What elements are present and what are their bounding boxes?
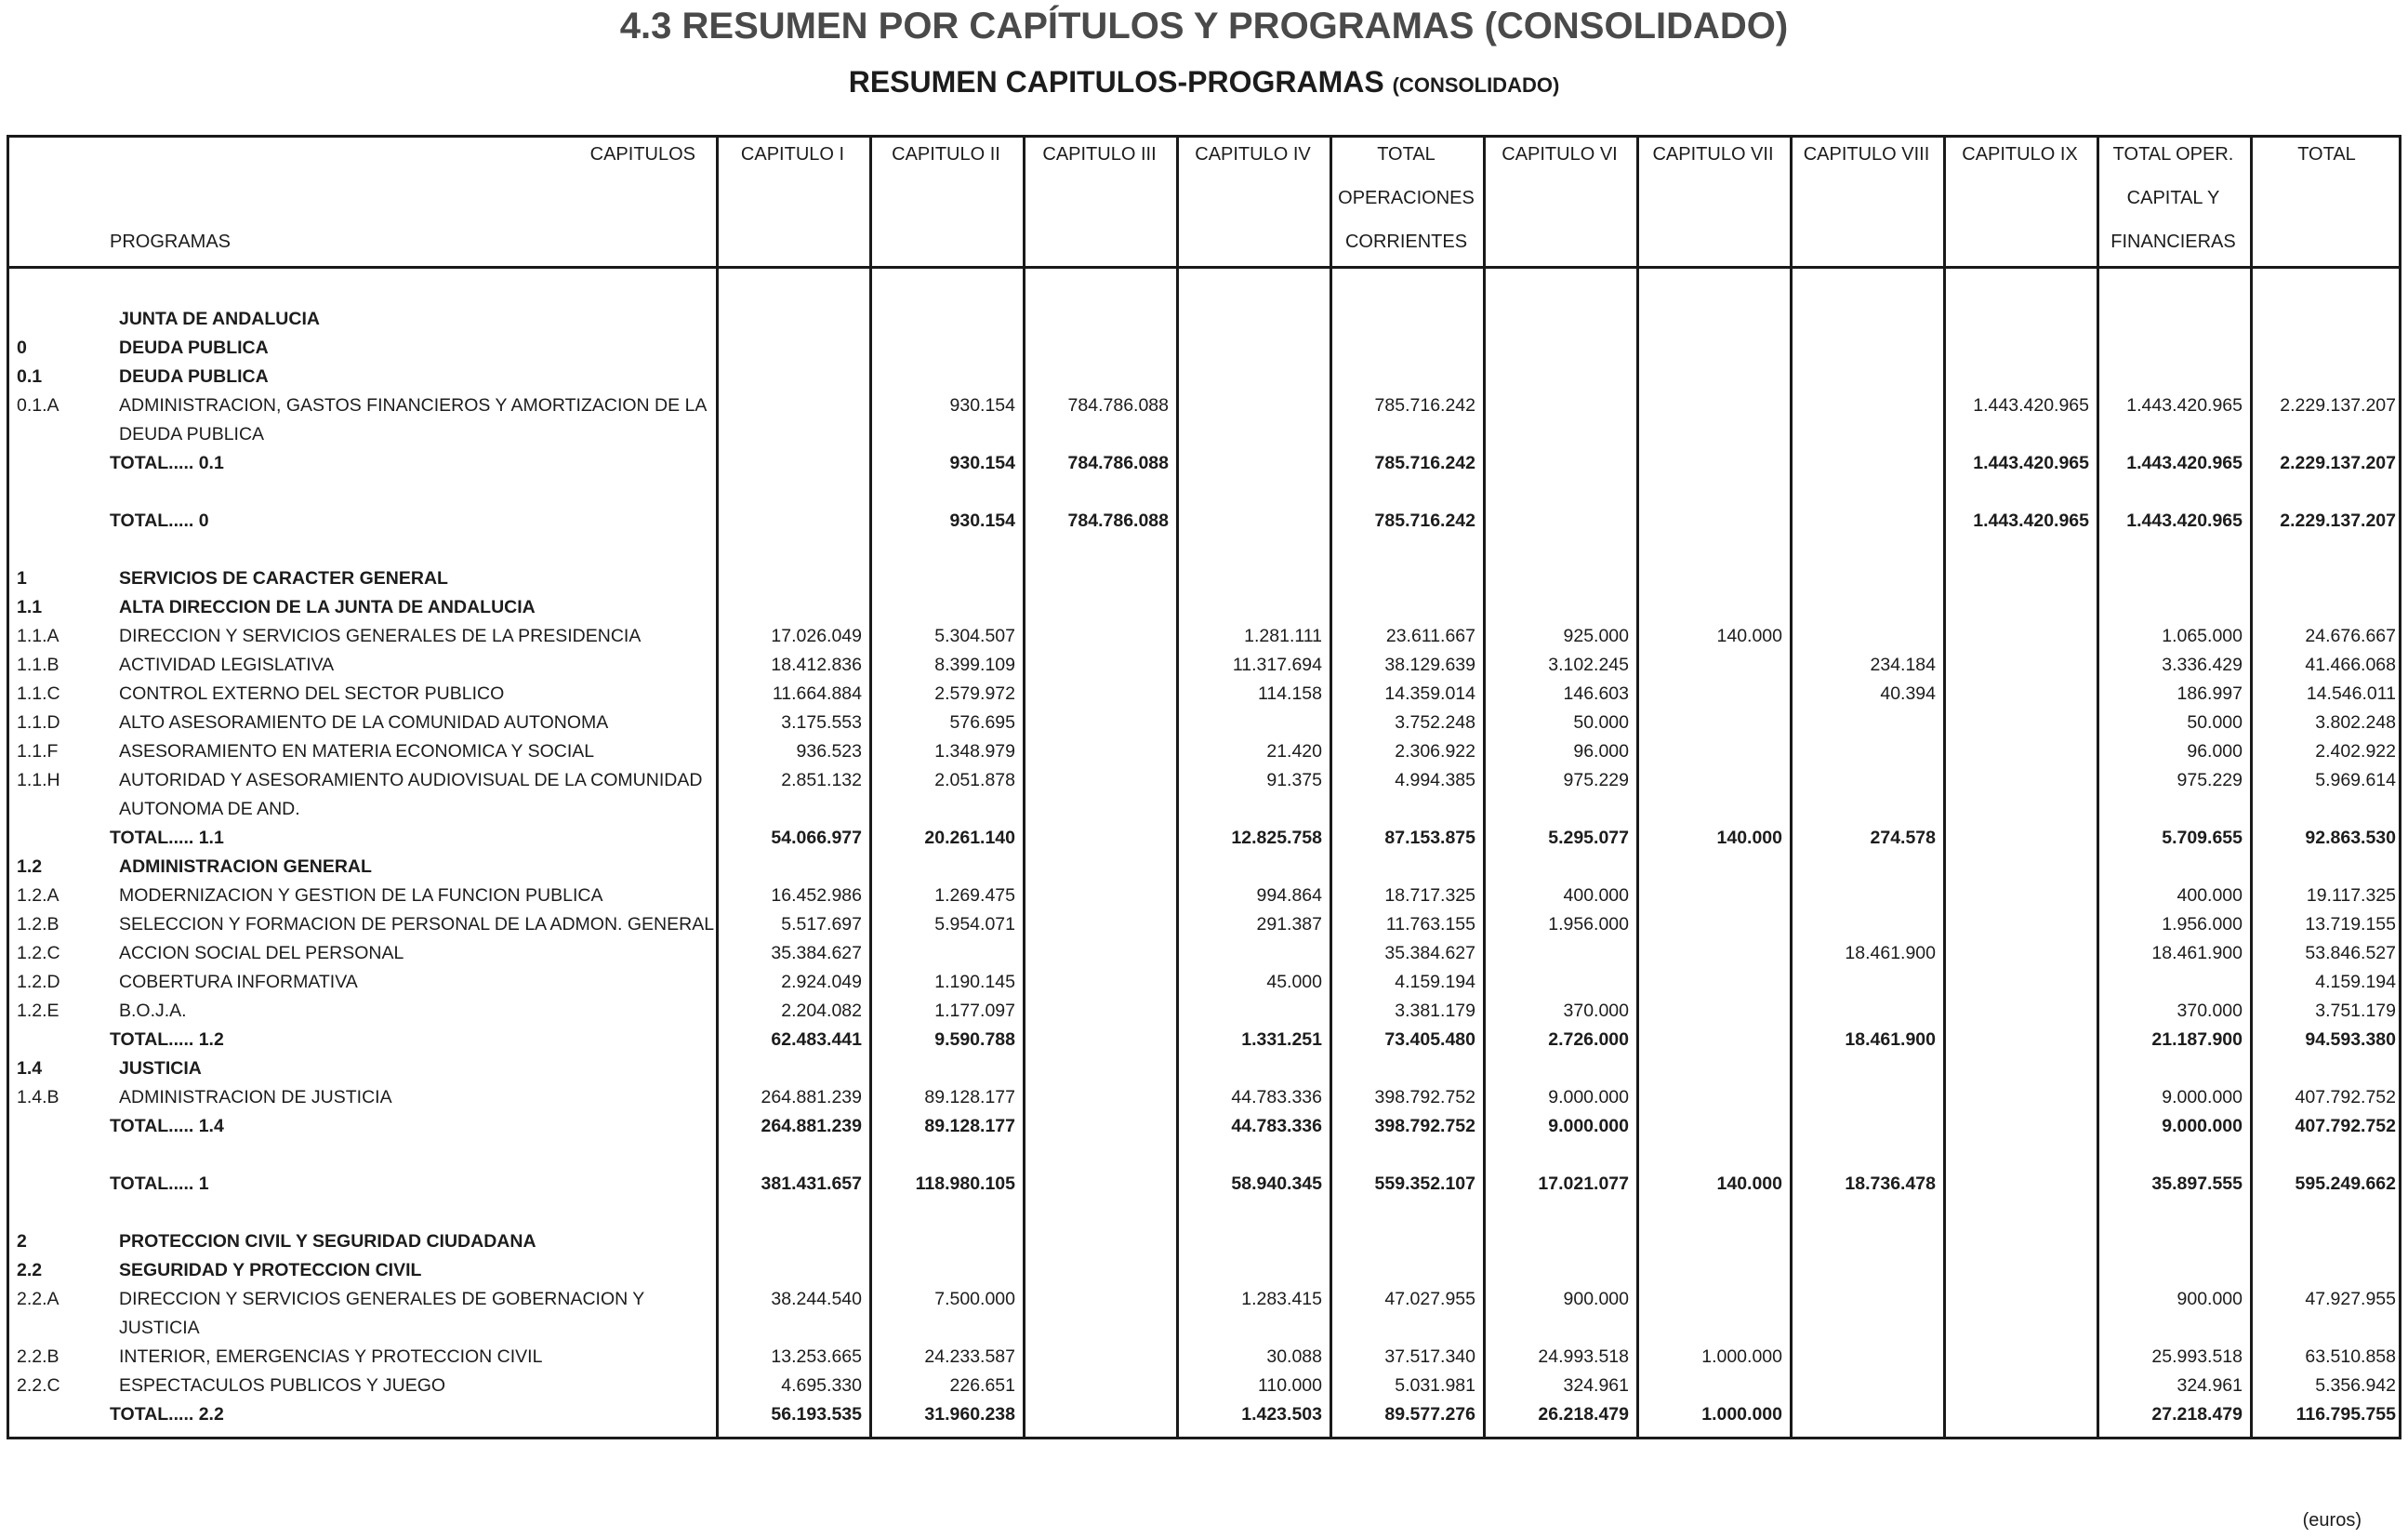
amount-cell: 21.420: [1266, 741, 1322, 762]
column-header: FINANCIERAS: [2110, 232, 2236, 252]
column-header: CAPITULO VI: [1502, 144, 1618, 165]
program-description: DEUDA PUBLICA: [119, 338, 269, 358]
table-row: [0, 1083, 2408, 1112]
total-row: [0, 824, 2408, 853]
program-code: 1.4.B: [17, 1087, 60, 1107]
amount-cell: 18.717.325: [1384, 885, 1475, 906]
amount-cell: 23.611.667: [1385, 626, 1475, 646]
amount-cell: 96.000: [2187, 741, 2243, 762]
table-row: [0, 1054, 2408, 1083]
amount-cell: 35.384.627: [771, 943, 862, 963]
column-header: CAPITULO IX: [1962, 144, 2078, 165]
program-description: COBERTURA INFORMATIVA: [119, 972, 358, 992]
amount-cell: 50.000: [1573, 712, 1629, 733]
amount-cell: 18.461.900: [1845, 943, 1936, 963]
program-code: 2.2.C: [17, 1375, 60, 1396]
amount-cell: 1.443.420.965: [2126, 395, 2243, 416]
amount-cell: 930.154: [949, 510, 1015, 531]
amount-cell: 8.399.109: [934, 655, 1015, 675]
amount-cell: 595.249.662: [2295, 1173, 2396, 1194]
amount-cell: 930.154: [949, 395, 1015, 416]
amount-cell: 1.283.415: [1241, 1289, 1322, 1309]
amount-cell: 116.795.755: [2296, 1404, 2396, 1425]
amount-cell: 41.466.068: [2305, 655, 2396, 675]
amount-cell: 91.375: [1266, 770, 1322, 790]
amount-cell: 56.193.535: [771, 1404, 862, 1425]
program-code: 1.1.B: [17, 655, 60, 675]
program-description: AUTORIDAD Y ASESORAMIENTO AUDIOVISUAL DE LA COMUNIDAD: [119, 770, 703, 790]
amount-cell: 89.128.177: [924, 1116, 1015, 1136]
amount-cell: 1.177.097: [934, 1001, 1015, 1021]
amount-cell: 35.384.627: [1384, 943, 1475, 963]
table-row: [0, 593, 2408, 622]
amount-cell: 9.590.788: [934, 1029, 1015, 1050]
program-code: 1.1.A: [17, 626, 60, 646]
program-description: DEUDA PUBLICA: [119, 366, 269, 387]
amount-cell: 5.304.507: [934, 626, 1015, 646]
amount-cell: 274.578: [1870, 828, 1936, 848]
program-code: 1.1.H: [17, 770, 60, 790]
program-code: 1.4: [17, 1058, 43, 1079]
amount-cell: 1.000.000: [1701, 1346, 1782, 1367]
program-code: 1.1.D: [17, 712, 60, 733]
table-row: [0, 334, 2408, 363]
total-label: TOTAL..... 2.2: [110, 1404, 224, 1425]
table-row: [0, 622, 2408, 651]
program-code: 1.2.D: [17, 972, 60, 992]
amount-cell: 1.423.503: [1241, 1404, 1322, 1425]
amount-cell: 1.331.251: [1241, 1029, 1322, 1050]
column-header: CORRIENTES: [1344, 232, 1468, 252]
amount-cell: 53.846.527: [2305, 943, 2396, 963]
page-subtitle: [0, 65, 2408, 99]
amount-cell: 3.802.248: [2315, 712, 2396, 733]
amount-cell: 47.027.955: [1384, 1289, 1475, 1309]
amount-cell: 24.233.587: [924, 1346, 1015, 1367]
table-row: [0, 391, 2408, 420]
amount-cell: 1.348.979: [934, 741, 1015, 762]
column-header: TOTAL: [1377, 144, 1436, 165]
table-row: [0, 795, 2408, 824]
units-note: (euros): [2302, 1510, 2362, 1531]
amount-cell: 975.229: [1563, 770, 1629, 790]
amount-cell: 5.709.655: [2162, 828, 2243, 848]
amount-cell: 63.510.858: [2305, 1346, 2396, 1367]
column-header: OPERACIONES: [1338, 188, 1475, 208]
table-row: [0, 968, 2408, 997]
amount-cell: 13.719.155: [2305, 914, 2396, 935]
amount-cell: 140.000: [1716, 828, 1782, 848]
total-label: TOTAL..... 1: [110, 1173, 209, 1194]
amount-cell: 4.695.330: [781, 1375, 862, 1396]
column-header: CAPITULO I: [740, 144, 845, 165]
total-row: [0, 1400, 2408, 1429]
amount-cell: 24.993.518: [1538, 1346, 1629, 1367]
amount-cell: 62.483.441: [771, 1029, 862, 1050]
amount-cell: 1.065.000: [2162, 626, 2243, 646]
program-code: 1.2.E: [17, 1001, 60, 1021]
amount-cell: 1.000.000: [1701, 1404, 1782, 1425]
table-row: [0, 910, 2408, 939]
amount-cell: 186.997: [2176, 683, 2243, 704]
amount-cell: 14.359.014: [1384, 683, 1475, 704]
amount-cell: 3.175.553: [781, 712, 862, 733]
amount-cell: 264.881.239: [761, 1087, 862, 1107]
table-row: [0, 651, 2408, 680]
amount-cell: 1.443.420.965: [1973, 510, 2089, 531]
total-label: TOTAL..... 0.1: [110, 453, 224, 473]
total-row: [0, 507, 2408, 536]
amount-cell: 37.517.340: [1384, 1346, 1475, 1367]
amount-cell: 5.295.077: [1548, 828, 1629, 848]
program-code: 1.2.A: [17, 885, 60, 906]
amount-cell: 110.000: [1257, 1375, 1322, 1396]
program-description: SERVICIOS DE CARACTER GENERAL: [119, 568, 448, 589]
amount-cell: 5.954.071: [934, 914, 1015, 935]
amount-cell: 31.960.238: [924, 1404, 1015, 1425]
program-code: 1.1.F: [17, 741, 59, 762]
amount-cell: 975.229: [2176, 770, 2243, 790]
table-row: [0, 853, 2408, 882]
program-description: DIRECCION Y SERVICIOS GENERALES DE LA PRESIDENCIA: [119, 626, 642, 646]
program-description: JUSTICIA: [119, 1058, 202, 1079]
table-row: [0, 1314, 2408, 1343]
table-row: [0, 709, 2408, 737]
amount-cell: 58.940.345: [1231, 1173, 1322, 1194]
program-code: 0.1.A: [17, 395, 60, 416]
table-row: [0, 766, 2408, 795]
amount-cell: 18.736.478: [1845, 1173, 1936, 1194]
amount-cell: 4.159.194: [1395, 972, 1475, 992]
amount-cell: 784.786.088: [1067, 453, 1169, 473]
total-row: [0, 1026, 2408, 1054]
program-description: ADMINISTRACION DE JUSTICIA: [119, 1087, 392, 1107]
amount-cell: 1.443.420.965: [1973, 395, 2089, 416]
amount-cell: 140.000: [1716, 626, 1782, 646]
table-row: [0, 1285, 2408, 1314]
amount-cell: 19.117.325: [2306, 885, 2396, 906]
program-description: B.O.J.A.: [119, 1001, 187, 1021]
table-row: [0, 420, 2408, 449]
program-description: SEGURIDAD Y PROTECCION CIVIL: [119, 1260, 422, 1280]
table-row: [0, 305, 2408, 334]
amount-cell: 11.317.694: [1232, 655, 1322, 675]
amount-cell: 994.864: [1256, 885, 1322, 906]
column-header: CAPITULO VII: [1652, 144, 1774, 165]
program-code: 1.1.C: [17, 683, 60, 704]
amount-cell: 900.000: [2176, 1289, 2243, 1309]
amount-cell: 2.726.000: [1548, 1029, 1629, 1050]
table-row: [0, 1343, 2408, 1372]
amount-cell: 5.969.614: [2315, 770, 2396, 790]
amount-cell: 9.000.000: [1548, 1116, 1629, 1136]
amount-cell: 2.924.049: [781, 972, 862, 992]
amount-cell: 35.897.555: [2151, 1173, 2243, 1194]
amount-cell: 1.443.420.965: [2126, 453, 2243, 473]
amount-cell: 785.716.242: [1374, 510, 1475, 531]
amount-cell: 3.336.429: [2162, 655, 2243, 675]
amount-cell: 559.352.107: [1374, 1173, 1475, 1194]
amount-cell: 17.026.049: [771, 626, 862, 646]
amount-cell: 5.517.697: [781, 914, 862, 935]
amount-cell: 45.000: [1266, 972, 1322, 992]
amount-cell: 3.381.179: [1395, 1001, 1475, 1021]
amount-cell: 407.792.752: [2295, 1116, 2396, 1136]
page-title: 4.3 RESUMEN POR CAPÍTULOS Y PROGRAMAS (CONSOLIDADO): [619, 6, 1789, 46]
amount-cell: 576.695: [949, 712, 1015, 733]
amount-cell: 5.031.981: [1395, 1375, 1475, 1396]
amount-cell: 24.676.667: [2305, 626, 2396, 646]
amount-cell: 2.204.082: [781, 1001, 862, 1021]
amount-cell: 3.752.248: [1395, 712, 1475, 733]
amount-cell: 4.994.385: [1395, 770, 1475, 790]
table-row: [0, 939, 2408, 968]
subtitle-small: (CONSOLIDADO): [1392, 73, 1560, 97]
program-code: 1.2.B: [17, 914, 60, 935]
amount-cell: 1.281.111: [1244, 626, 1322, 646]
table-row: [0, 737, 2408, 766]
table-row: [0, 564, 2408, 593]
amount-cell: 370.000: [2176, 1001, 2243, 1021]
column-header: CAPITULO II: [892, 144, 1000, 165]
amount-cell: 114.158: [1257, 683, 1322, 704]
program-code: 2.2.B: [17, 1346, 60, 1367]
amount-cell: 291.387: [1256, 914, 1322, 935]
amount-cell: 89.128.177: [924, 1087, 1015, 1107]
total-label: TOTAL..... 1.1: [110, 828, 224, 848]
amount-cell: 2.051.878: [934, 770, 1015, 790]
amount-cell: 785.716.242: [1374, 395, 1475, 416]
amount-cell: 1.956.000: [1548, 914, 1629, 935]
amount-cell: 2.229.137.207: [2280, 510, 2396, 531]
amount-cell: 324.961: [1563, 1375, 1629, 1396]
amount-cell: 17.021.077: [1538, 1173, 1629, 1194]
program-description: PROTECCION CIVIL Y SEGURIDAD CIUDADANA: [119, 1231, 536, 1252]
table-row: [0, 882, 2408, 910]
amount-cell: 1.956.000: [2162, 914, 2243, 935]
program-code: 1.2: [17, 856, 43, 877]
amount-cell: 54.066.977: [771, 828, 862, 848]
program-description: ADMINISTRACION GENERAL: [119, 856, 372, 877]
amount-cell: 89.577.276: [1384, 1404, 1475, 1425]
program-description: ALTA DIRECCION DE LA JUNTA DE ANDALUCIA: [119, 597, 536, 617]
program-description: ACCION SOCIAL DEL PERSONAL: [119, 943, 404, 963]
total-label: TOTAL..... 1.2: [110, 1029, 224, 1050]
table-row: [0, 363, 2408, 391]
total-label: TOTAL..... 0: [110, 510, 209, 531]
amount-cell: 785.716.242: [1374, 453, 1475, 473]
amount-cell: 12.825.758: [1231, 828, 1322, 848]
program-code: 2.2.A: [17, 1289, 60, 1309]
program-description: JUSTICIA: [119, 1318, 200, 1338]
amount-cell: 900.000: [1563, 1289, 1629, 1309]
program-code: 2.2: [17, 1260, 43, 1280]
column-header: TOTAL: [2297, 144, 2356, 165]
program-description: SELECCION Y FORMACION DE PERSONAL DE LA ADMON. GENERAL: [119, 914, 715, 935]
total-row: [0, 449, 2408, 478]
program-code: 1: [17, 568, 27, 589]
amount-cell: 92.863.530: [2305, 828, 2396, 848]
amount-cell: 925.000: [1563, 626, 1629, 646]
program-code: 1.2.C: [17, 943, 60, 963]
amount-cell: 2.402.922: [2315, 741, 2396, 762]
amount-cell: 11.664.884: [772, 683, 862, 704]
amount-cell: 13.253.665: [771, 1346, 862, 1367]
amount-cell: 96.000: [1573, 741, 1629, 762]
amount-cell: 1.443.420.965: [2126, 510, 2243, 531]
program-description: DIRECCION Y SERVICIOS GENERALES DE GOBERNACION Y: [119, 1289, 645, 1309]
amount-cell: 94.593.380: [2305, 1029, 2396, 1050]
amount-cell: 2.579.972: [934, 683, 1015, 704]
program-description: AUTONOMA DE AND.: [119, 799, 300, 819]
header-programas: PROGRAMAS: [110, 232, 232, 252]
column-header: CAPITULO VIII: [1803, 144, 1930, 165]
amount-cell: 25.993.518: [2151, 1346, 2243, 1367]
amount-cell: 9.000.000: [2162, 1087, 2243, 1107]
program-description: MODERNIZACION Y GESTION DE LA FUNCION PUBLICA: [119, 885, 603, 906]
amount-cell: 118.980.105: [915, 1173, 1015, 1194]
total-label: TOTAL..... 1.4: [110, 1116, 224, 1136]
amount-cell: 44.783.336: [1231, 1087, 1322, 1107]
program-description: DEUDA PUBLICA: [119, 424, 265, 444]
amount-cell: 18.412.836: [771, 655, 862, 675]
program-code: 0: [17, 338, 27, 358]
total-row: [0, 1112, 2408, 1141]
amount-cell: 38.129.639: [1384, 655, 1475, 675]
amount-cell: 30.088: [1266, 1346, 1322, 1367]
amount-cell: 9.000.000: [2162, 1116, 2243, 1136]
amount-cell: 1.443.420.965: [1973, 453, 2089, 473]
amount-cell: 226.651: [949, 1375, 1015, 1396]
amount-cell: 930.154: [949, 453, 1015, 473]
table-row: [0, 680, 2408, 709]
program-description: INTERIOR, EMERGENCIAS Y PROTECCION CIVIL: [119, 1346, 543, 1367]
amount-cell: 146.603: [1563, 683, 1629, 704]
program-description: ACTIVIDAD LEGISLATIVA: [119, 655, 335, 675]
amount-cell: 38.244.540: [771, 1289, 862, 1309]
amount-cell: 264.881.239: [761, 1116, 862, 1136]
amount-cell: 3.102.245: [1548, 655, 1629, 675]
total-row: [0, 1170, 2408, 1199]
amount-cell: 398.792.752: [1374, 1116, 1475, 1136]
amount-cell: 87.153.875: [1384, 828, 1475, 848]
column-header: CAPITULO IV: [1195, 144, 1311, 165]
amount-cell: 1.190.145: [934, 972, 1015, 992]
amount-cell: 2.851.132: [781, 770, 862, 790]
program-description: CONTROL EXTERNO DEL SECTOR PUBLICO: [119, 683, 505, 704]
amount-cell: 27.218.479: [2151, 1404, 2243, 1425]
program-code: 0.1: [17, 366, 43, 387]
table-row: [0, 997, 2408, 1026]
program-description: ASESORAMIENTO EN MATERIA ECONOMICA Y SOCIAL: [119, 741, 595, 762]
amount-cell: 370.000: [1563, 1001, 1629, 1021]
amount-cell: 936.523: [796, 741, 862, 762]
header-divider: [7, 266, 2401, 269]
amount-cell: 18.461.900: [2151, 943, 2243, 963]
table-row: [0, 1372, 2408, 1400]
amount-cell: 26.218.479: [1538, 1404, 1629, 1425]
amount-cell: 2.306.922: [1395, 741, 1475, 762]
program-code: 1.1: [17, 597, 43, 617]
column-header: CAPITULO III: [1042, 144, 1157, 165]
amount-cell: 4.159.194: [2315, 972, 2396, 992]
amount-cell: 14.546.011: [2306, 683, 2396, 704]
column-header: TOTAL OPER.: [2112, 144, 2234, 165]
amount-cell: 47.927.955: [2305, 1289, 2396, 1309]
amount-cell: 44.783.336: [1231, 1116, 1322, 1136]
program-description: JUNTA DE ANDALUCIA: [119, 309, 320, 329]
amount-cell: 50.000: [2187, 712, 2243, 733]
amount-cell: 11.763.155: [1385, 914, 1475, 935]
amount-cell: 18.461.900: [1845, 1029, 1936, 1050]
program-description: ESPECTACULOS PUBLICOS Y JUEGO: [119, 1375, 446, 1396]
amount-cell: 381.431.657: [761, 1173, 862, 1194]
program-code: 2: [17, 1231, 27, 1252]
amount-cell: 16.452.986: [771, 885, 862, 906]
amount-cell: 784.786.088: [1067, 510, 1169, 531]
column-header: CAPITAL Y: [2126, 188, 2220, 208]
amount-cell: 3.751.179: [2315, 1001, 2396, 1021]
amount-cell: 20.261.140: [924, 828, 1015, 848]
amount-cell: 40.394: [1880, 683, 1936, 704]
amount-cell: 398.792.752: [1374, 1087, 1475, 1107]
amount-cell: 7.500.000: [934, 1289, 1015, 1309]
amount-cell: 784.786.088: [1067, 395, 1169, 416]
amount-cell: 407.792.752: [2295, 1087, 2396, 1107]
amount-cell: 1.269.475: [934, 885, 1015, 906]
program-description: ADMINISTRACION, GASTOS FINANCIEROS Y AMORTIZACION DE LA: [119, 395, 708, 416]
table-row: [0, 1227, 2408, 1256]
header-capitulos: CAPITULOS: [589, 144, 695, 165]
table-row: [0, 1256, 2408, 1285]
amount-cell: 9.000.000: [1548, 1087, 1629, 1107]
amount-cell: 400.000: [1563, 885, 1629, 906]
amount-cell: 140.000: [1716, 1173, 1782, 1194]
amount-cell: 5.356.942: [2315, 1375, 2396, 1396]
amount-cell: 234.184: [1870, 655, 1936, 675]
amount-cell: 400.000: [2176, 885, 2243, 906]
amount-cell: 324.961: [2176, 1375, 2243, 1396]
amount-cell: 2.229.137.207: [2280, 395, 2396, 416]
amount-cell: 2.229.137.207: [2280, 453, 2396, 473]
amount-cell: 21.187.900: [2151, 1029, 2243, 1050]
amount-cell: 73.405.480: [1384, 1029, 1475, 1050]
program-description: ALTO ASESORAMIENTO DE LA COMUNIDAD AUTONOMA: [119, 712, 609, 733]
subtitle-main: RESUMEN CAPITULOS-PROGRAMAS: [848, 65, 1384, 99]
